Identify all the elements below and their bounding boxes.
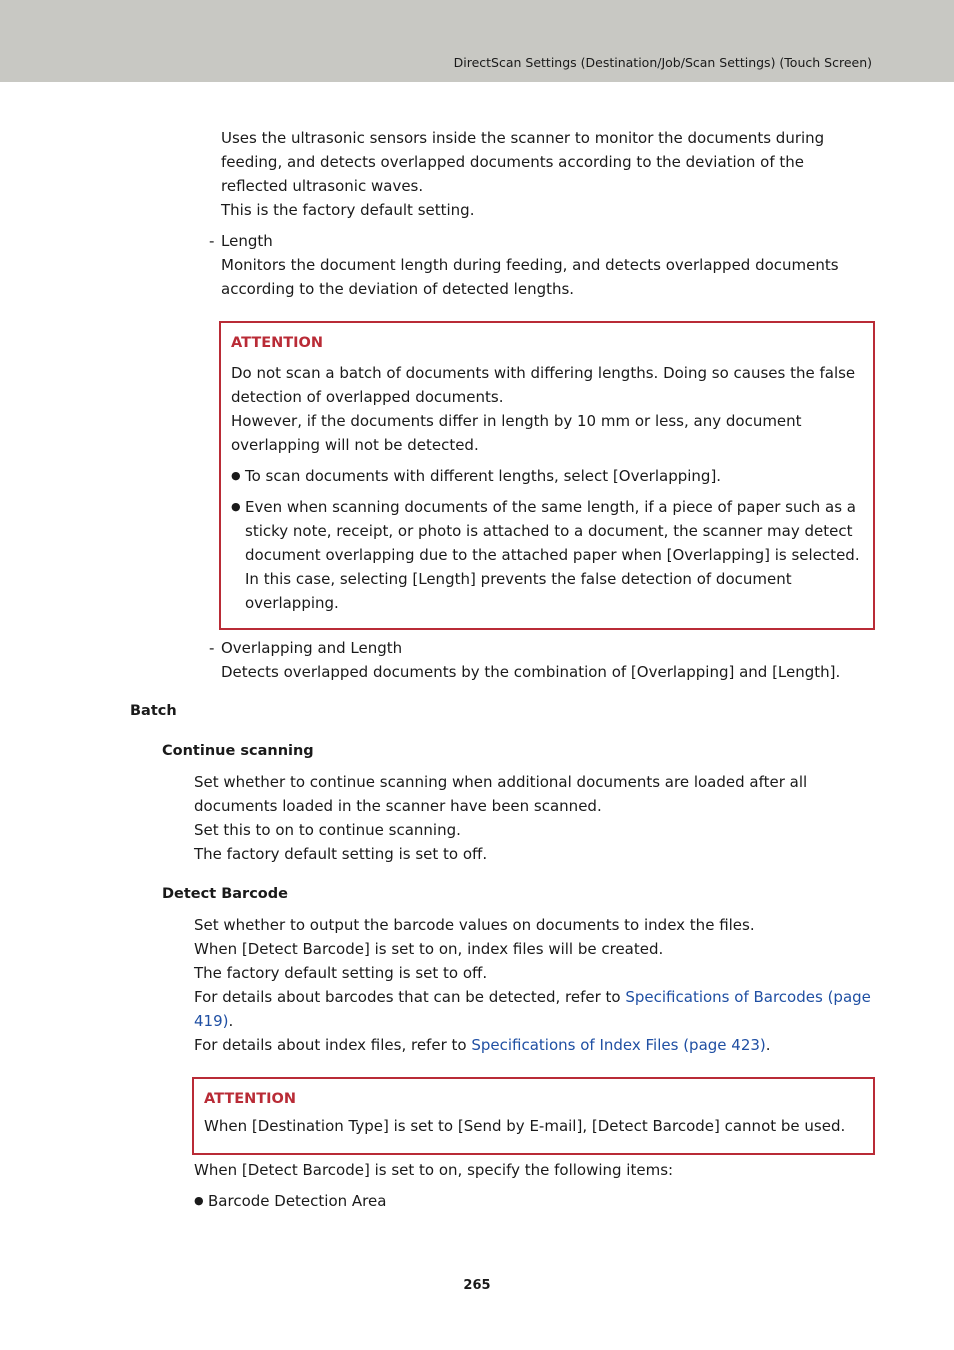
text-line: When [Destination Type] is set to [Send by E-mail], [Detect Barcode] cannot be used. [204, 1117, 846, 1135]
barcode-spec-link[interactable]: Specifications of Barcodes (page [625, 988, 871, 1006]
continue-scanning-heading: Continue scanning [162, 743, 314, 759]
text-line: documents loaded in the scanner have been scanned. [194, 797, 602, 815]
text-line: Set whether to output the barcode values on documents to index the files. [194, 916, 755, 934]
index-reference [194, 1033, 874, 1057]
overlapping-and-length-title: Overlapping and Length [221, 639, 403, 657]
text-line: overlapping will not be detected. [231, 436, 479, 454]
text-line: When [Detect Barcode] is set to on, index files will be created. [194, 940, 664, 958]
detect-barcode-description [194, 913, 874, 1057]
bullet-text: sticky note, receipt, or photo is attached to a document, the scanner may detect [245, 522, 853, 540]
length-title: Length [221, 232, 273, 250]
bullet-item [231, 464, 863, 488]
detect-barcode-heading: Detect Barcode [162, 886, 288, 902]
attention-title: ATTENTION [204, 1091, 296, 1107]
bullet-text: ● Even when scanning documents of the same length, if a piece of paper such as a [245, 498, 856, 516]
text-line: Do not scan a batch of documents with differing lengths. Doing so causes the false [231, 364, 856, 382]
text-line: Set whether to continue scanning when additional documents are loaded after all [194, 773, 808, 791]
continue-scanning-description [194, 770, 864, 866]
bullet-text: ● To scan documents with different lengths, select [Overlapping]. [245, 467, 722, 485]
attention-box [219, 321, 875, 630]
text-line: Monitors the document length during feeding, and detects overlapped documents [221, 256, 839, 274]
text-span: For details about index files, refer to [194, 1036, 472, 1054]
attention-box-barcode [192, 1077, 875, 1155]
text-line: detection of overlapped documents. [231, 388, 504, 406]
text-line: feeding, and detects overlapped documents according to the deviation of the [221, 153, 804, 171]
text-span: . [765, 1036, 771, 1054]
bullet-text: ● Barcode Detection Area [208, 1192, 387, 1210]
bullet-item [231, 495, 863, 615]
dash-marker: - [209, 639, 215, 657]
text-line: The factory default setting is set to off. [194, 964, 488, 982]
text-span: . [228, 1012, 234, 1030]
barcode-items-intro [194, 1158, 864, 1213]
text-span: For details about barcodes that can be detected, refer to [194, 988, 626, 1006]
overlapping-and-length-item [209, 636, 861, 684]
barcode-spec-link-cont[interactable]: 419) [194, 1012, 229, 1030]
bullet-item [194, 1189, 864, 1213]
text-line: according to the deviation of detected lengths. [221, 280, 575, 298]
header-title: DirectScan Settings (Destination/Job/Scan Settings) (Touch Screen) [453, 55, 872, 70]
length-item [209, 229, 861, 301]
overlapping-description [221, 126, 861, 222]
barcode-reference-cont [194, 1009, 874, 1033]
dash-marker: - [209, 232, 215, 250]
text-line: This is the factory default setting. [221, 201, 475, 219]
text-line: However, if the documents differ in length by 10 mm or less, any document [231, 412, 802, 430]
page-header [0, 0, 954, 82]
batch-heading: Batch [130, 703, 177, 719]
text-line: Set this to on to continue scanning. [194, 821, 461, 839]
text-line: When [Detect Barcode] is set to on, specify the following items: [194, 1161, 674, 1179]
text-line: Uses the ultrasonic sensors inside the scanner to monitor the documents during [221, 129, 825, 147]
text-line: reflected ultrasonic waves. [221, 177, 424, 195]
text-line: Detects overlapped documents by the combination of [Overlapping] and [Length]. [221, 663, 841, 681]
text-line: The factory default setting is set to off. [194, 845, 488, 863]
index-files-spec-link[interactable]: Specifications of Index Files (page 423) [471, 1036, 766, 1054]
bullet-text: document overlapping due to the attached paper when [Overlapping] is selected. [245, 546, 860, 564]
bullet-text: In this case, selecting [Length] prevents the false detection of document [245, 570, 792, 588]
bullet-text: overlapping. [245, 594, 339, 612]
attention-title: ATTENTION [231, 335, 323, 351]
barcode-reference [194, 985, 874, 1009]
page-number: 265 [463, 1278, 491, 1293]
